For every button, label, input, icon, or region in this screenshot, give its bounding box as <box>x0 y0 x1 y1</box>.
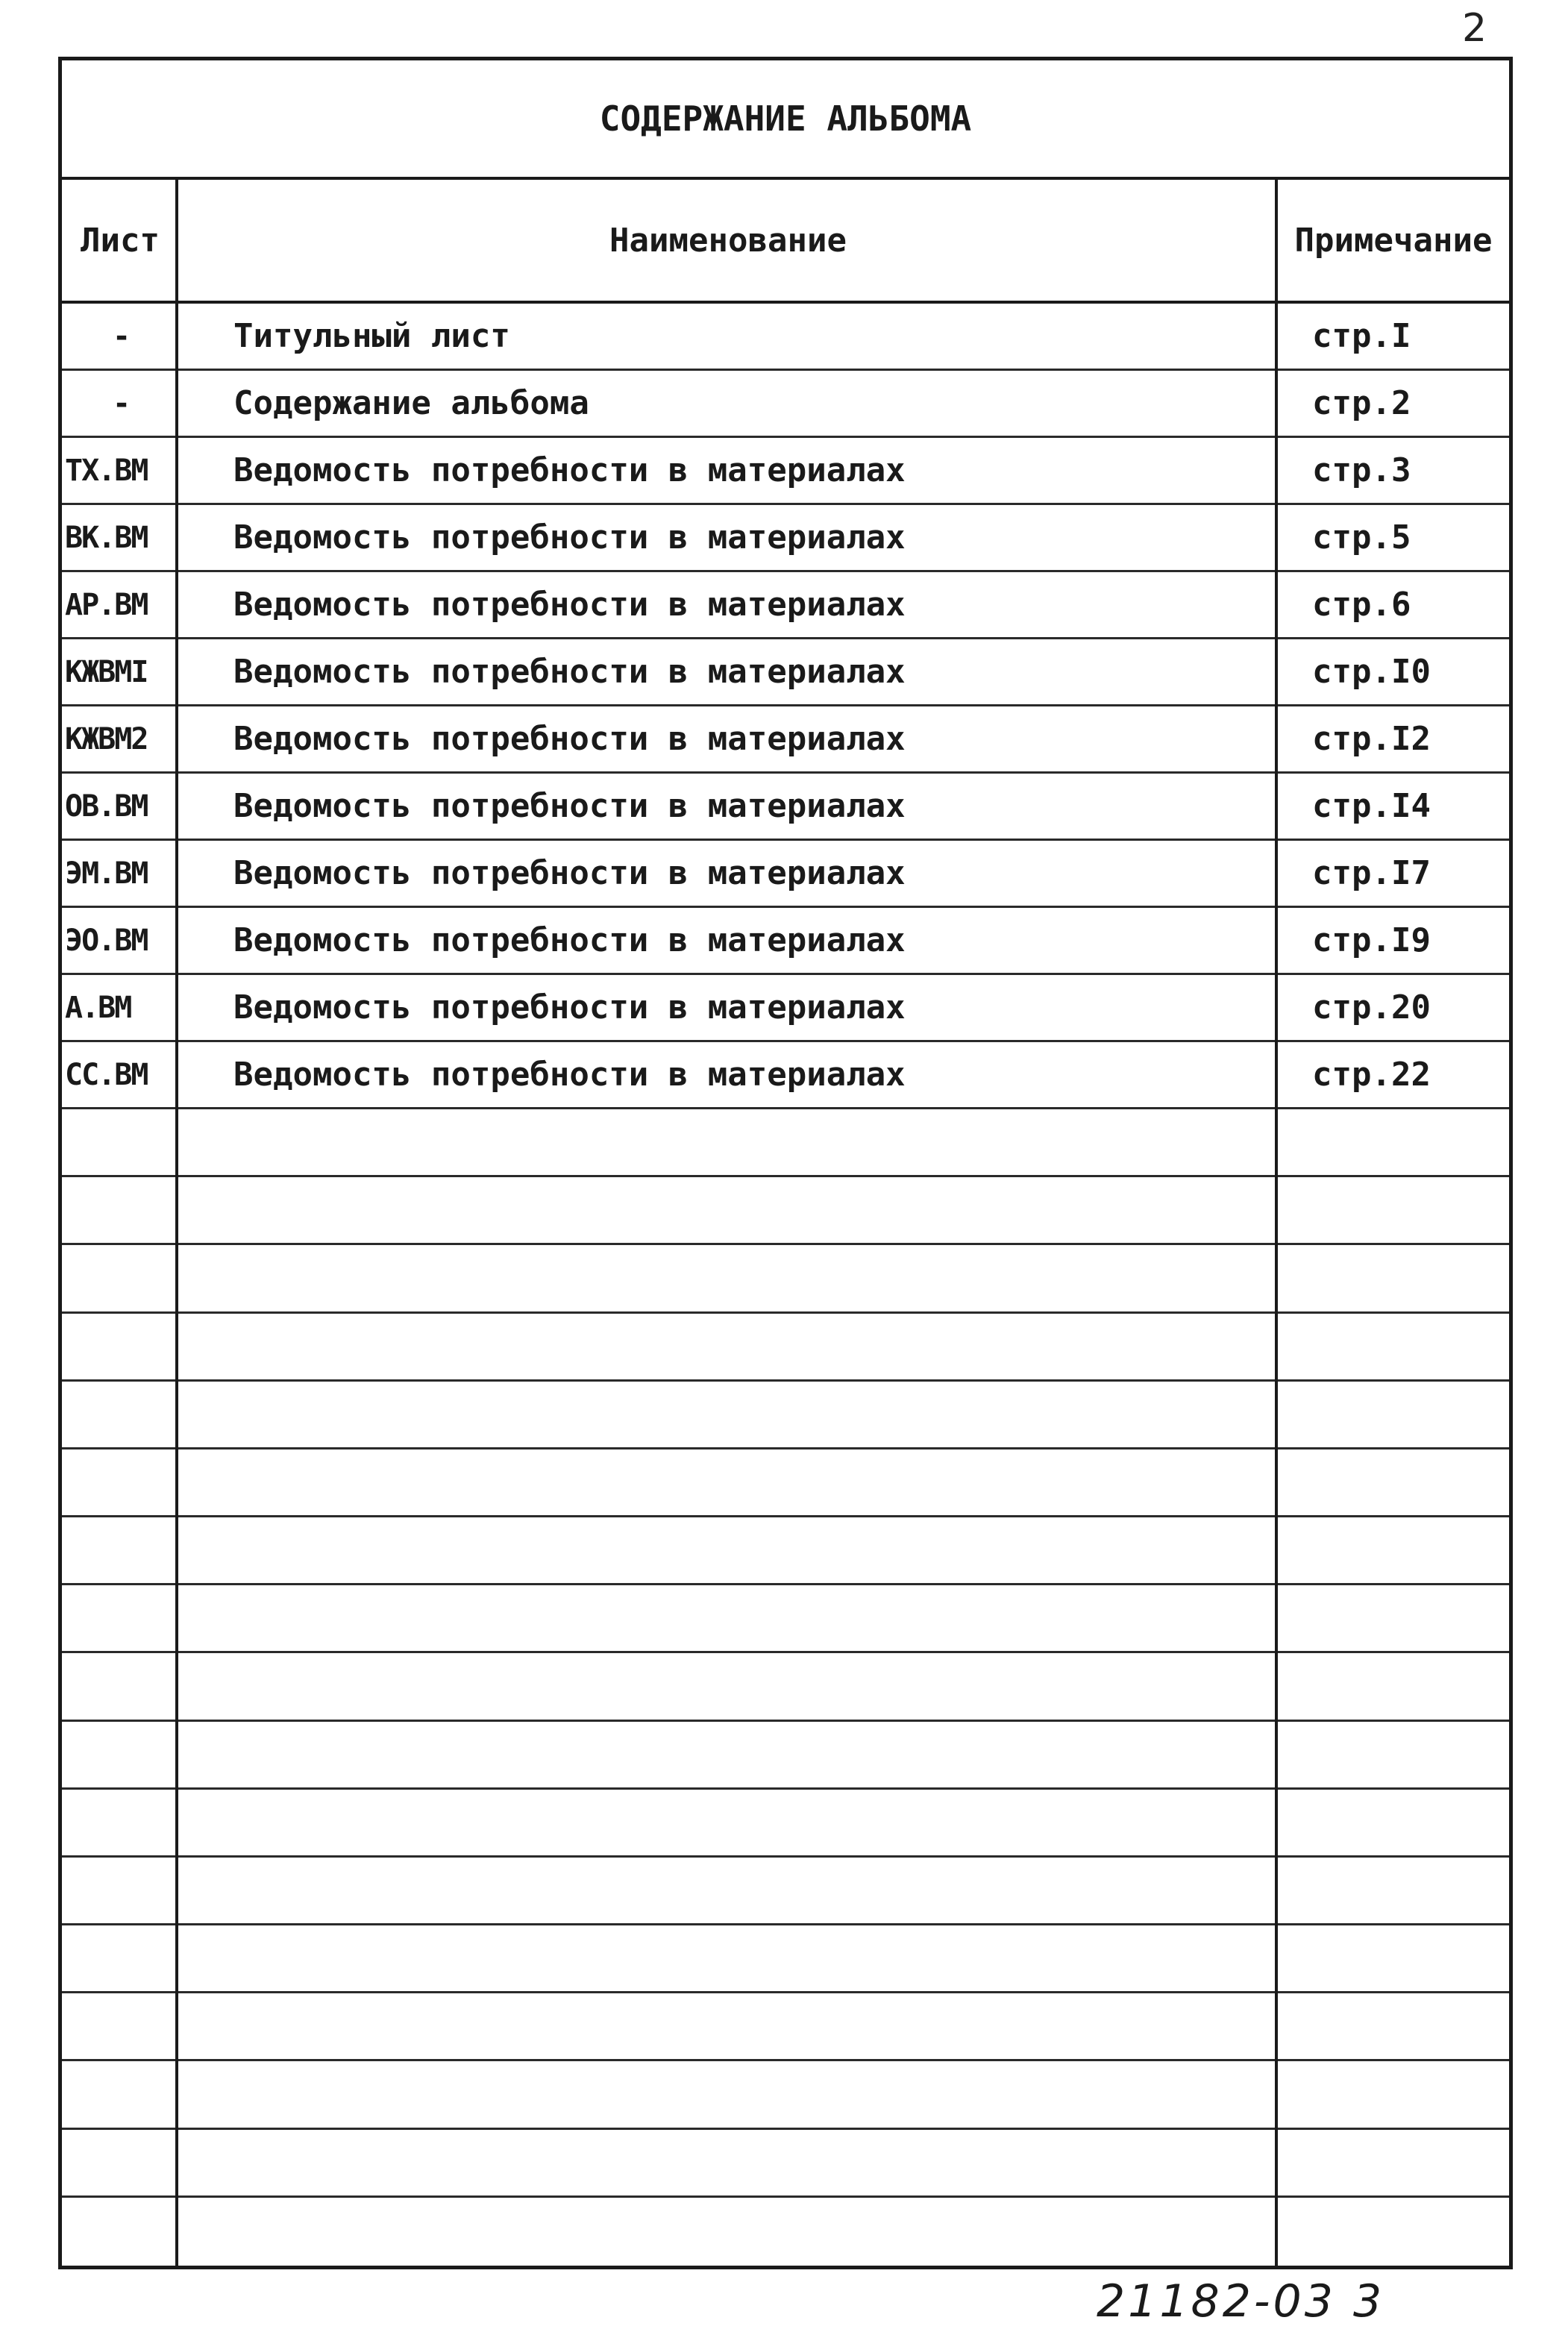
page-reference: стр.I2 <box>1312 720 1431 758</box>
sheet-code: А.ВМ <box>65 990 131 1025</box>
table-row <box>62 774 1509 841</box>
item-name: Ведомость потребности в материалах <box>233 518 906 557</box>
empty-row <box>62 1449 1509 1517</box>
empty-row <box>62 1653 1509 1721</box>
item-name: Ведомость потребности в материалах <box>233 720 906 758</box>
table-row <box>62 706 1509 774</box>
item-name: Ведомость потребности в материалах <box>233 586 906 624</box>
sheet-code: - <box>112 319 130 354</box>
page-reference: стр.6 <box>1312 586 1411 624</box>
page-reference: стр.I4 <box>1312 787 1431 825</box>
page-reference: стр.2 <box>1312 384 1411 422</box>
empty-row <box>62 1177 1509 1245</box>
page-reference: стр.5 <box>1312 518 1411 557</box>
column-header-note: Примечание <box>1278 180 1509 304</box>
table-row <box>62 841 1509 908</box>
page-number: 2 <box>1462 6 1487 51</box>
sheet-code: ЭО.ВМ <box>65 923 148 958</box>
page-reference: стр.3 <box>1312 451 1411 489</box>
table-row <box>62 505 1509 572</box>
item-name: Ведомость потребности в материалах <box>233 988 906 1027</box>
sheet-code: КЖВМ2 <box>65 721 148 756</box>
column-header-name: Наименование <box>178 180 1278 304</box>
sheet-code: ТХ.ВМ <box>65 453 148 488</box>
sheet-code: СС.ВМ <box>65 1057 148 1092</box>
empty-row <box>62 1858 1509 1925</box>
table-row <box>62 908 1509 975</box>
table-row <box>62 438 1509 505</box>
column-divider <box>175 180 178 2266</box>
item-name: Содержание альбома <box>233 384 589 422</box>
column-divider <box>1275 180 1278 2266</box>
sheet-code: ВК.ВМ <box>65 520 148 555</box>
table-row <box>62 1042 1509 1109</box>
empty-row <box>62 1585 1509 1653</box>
empty-row <box>62 1109 1509 1177</box>
item-name: Ведомость потребности в материалах <box>233 653 906 691</box>
sheet-code: ОВ.ВМ <box>65 789 148 824</box>
page-reference: стр.20 <box>1312 988 1431 1027</box>
empty-row <box>62 1517 1509 1585</box>
page-reference: стр.22 <box>1312 1056 1431 1094</box>
table-title: СОДЕРЖАНИЕ АЛЬБОМА <box>62 60 1509 180</box>
page-reference: стр.I <box>1312 317 1411 355</box>
table-row <box>62 975 1509 1042</box>
item-name: Ведомость потребности в материалах <box>233 1056 906 1094</box>
empty-row <box>62 2130 1509 2198</box>
empty-row <box>62 1382 1509 1449</box>
sheet-code: ЭМ.ВМ <box>65 856 148 891</box>
page-reference: стр.I7 <box>1312 854 1431 892</box>
item-name: Ведомость потребности в материалах <box>233 854 906 892</box>
item-name: Ведомость потребности в материалах <box>233 921 906 959</box>
empty-row <box>62 1245 1509 1313</box>
empty-row <box>62 1790 1509 1858</box>
item-name: Титульный лист <box>233 317 510 355</box>
sheet-code: - <box>112 386 130 421</box>
table-row <box>62 572 1509 639</box>
empty-row <box>62 1925 1509 1993</box>
page-reference: стр.I9 <box>1312 921 1431 959</box>
handwritten-code: 21182-03 3 <box>1097 2275 1385 2328</box>
empty-row <box>62 1314 1509 1382</box>
table-row <box>62 304 1509 371</box>
item-name: Ведомость потребности в материалах <box>233 451 906 489</box>
sheet-code: АР.ВМ <box>65 587 148 622</box>
empty-row <box>62 2061 1509 2129</box>
empty-row <box>62 1993 1509 2061</box>
column-header-sheet: Лист <box>62 180 178 304</box>
page-reference: стр.I0 <box>1312 653 1431 691</box>
table-row <box>62 639 1509 706</box>
table-row <box>62 371 1509 438</box>
empty-row <box>62 1722 1509 1790</box>
sheet-code: КЖВМI <box>65 654 148 689</box>
contents-table <box>58 57 1513 2269</box>
empty-row <box>62 2198 1509 2266</box>
item-name: Ведомость потребности в материалах <box>233 787 906 825</box>
